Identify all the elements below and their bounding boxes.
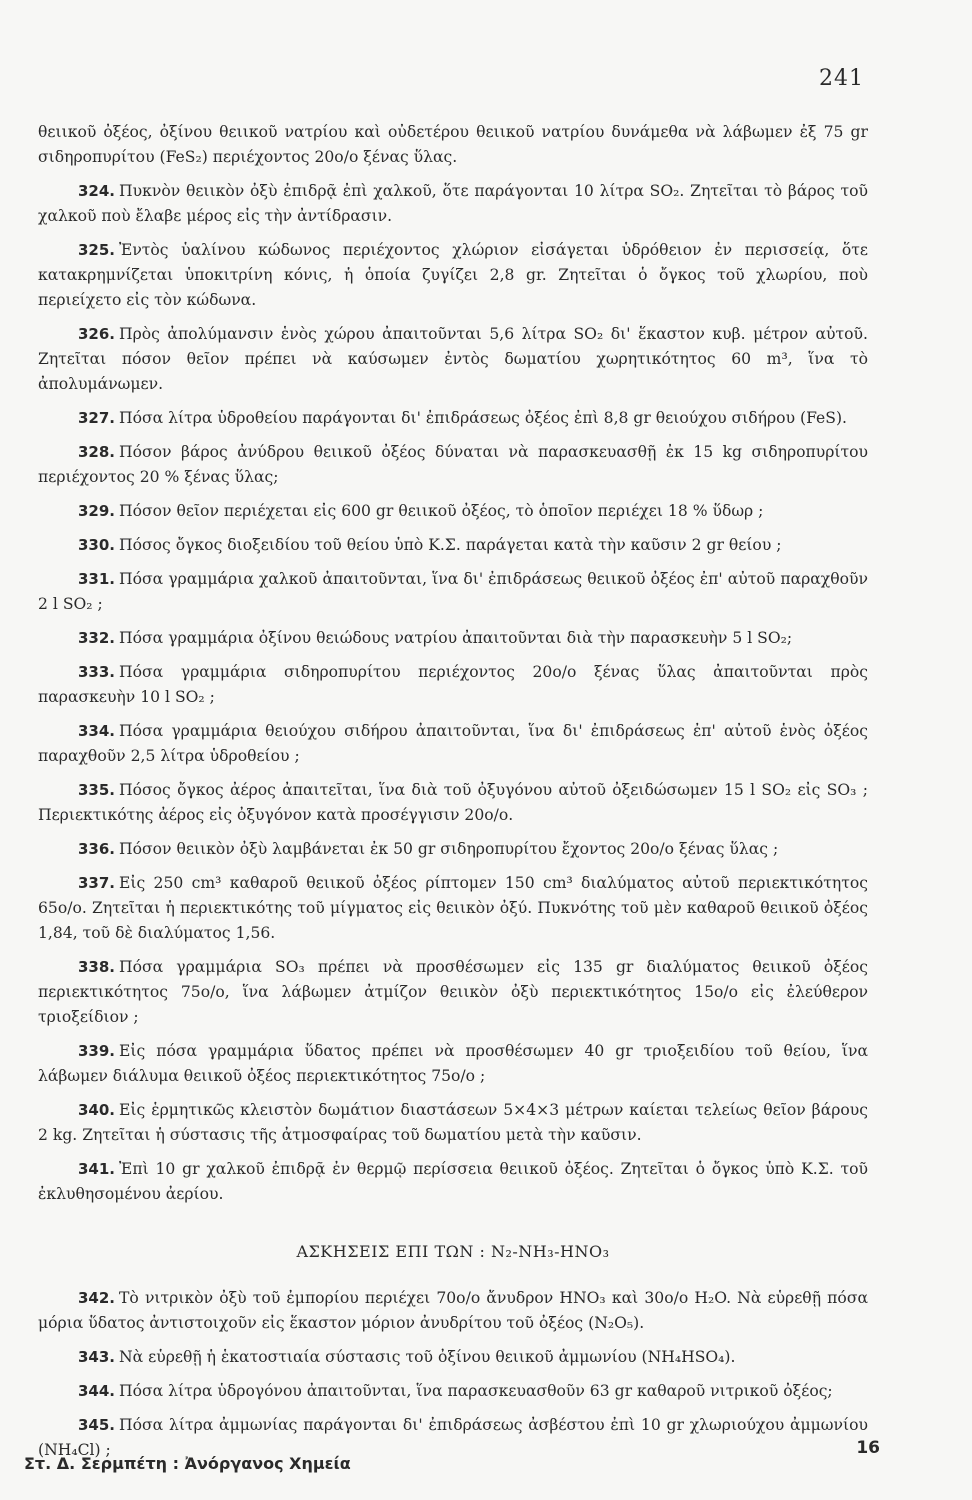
exercise-number: 338. [78, 958, 116, 976]
exercise-number: 334. [78, 722, 116, 740]
exercise-item [38, 955, 868, 1030]
exercise-text: Πόσα γραμμάρια χαλκοῦ ἀπαιτοῦνται, ἵνα δι' ἐπιδράσεως θειικοῦ ὀξέος ἐπ' αὐτοῦ παραχθοῦν 2 l SO₂ ; [38, 570, 868, 613]
exercise-item [38, 322, 868, 397]
exercise-item [38, 533, 868, 558]
exercise-text: Νὰ εὑρεθῇ ἡ ἑκατοστιαία σύστασις τοῦ ὀξίνου θειικοῦ ἀμμωνίου (NH₄HSO₄). [119, 1348, 736, 1366]
exercise-text: Πυκνὸν θειικὸν ὀξὺ ἐπιδρᾷ ἐπὶ χαλκοῦ, ὅτε παράγονται 10 λίτρα SO₂. Ζητεῖται τὸ βάρος τοῦ χαλκοῦ ποὺ ἔλαβε μέρος εἰς τὴν ἀντίδρασιν. [38, 182, 868, 225]
exercise-item [38, 499, 868, 524]
exercise-item [38, 626, 868, 651]
exercise-item [38, 719, 868, 769]
sheet-number: 16 [856, 1438, 880, 1458]
exercise-text: Ἐπὶ 10 gr χαλκοῦ ἐπιδρᾷ ἐν θερμῷ περίσσεια θειικοῦ ὀξέος. Ζητεῖται ὁ ὄγκος ὑπὸ Κ.Σ. τοῦ ἐκλυθησομένου ἀερίου. [38, 1160, 868, 1203]
exercise-item [38, 238, 868, 313]
exercise-number: 332. [78, 629, 116, 647]
exercise-item [38, 1098, 868, 1148]
exercise-item [38, 1345, 868, 1370]
exercise-text: Πόσος ὄγκος ἀέρος ἀπαιτεῖται, ἵνα διὰ τοῦ ὀξυγόνου αὐτοῦ ὀξειδώσωμεν 15 l SO₂ εἰς SO₃ ; Περιεκτικότης ἀέρος εἰς ὀξυγόνον κατὰ προσέγγισιν 20ο/ο. [38, 781, 868, 824]
exercise-item [38, 837, 868, 862]
exercise-text: Πόσα γραμμάρια σιδηροπυρίτου περιέχοντος 20ο/ο ξένας ὕλας ἀπαιτοῦνται πρὸς παρασκευὴν 10 l SO₂ ; [38, 663, 868, 706]
exercise-text: Πόσα λίτρα ὑδροθείου παράγονται δι' ἐπιδράσεως ὀξέος ἐπὶ 8,8 gr θειούχου σιδήρου (FeS). [119, 409, 848, 427]
exercise-item [38, 1379, 868, 1404]
exercise-number: 327. [78, 409, 116, 427]
section-title: ΑΣΚΗΣΕΙΣ ΕΠΙ ΤΩΝ : N₂-NH₃-HNO₃ [296, 1242, 610, 1261]
exercise-text: Πόσον θειικὸν ὀξὺ λαμβάνεται ἐκ 50 gr σιδηροπυρίτου ἔχοντος 20ο/ο ξένας ὕλας ; [119, 840, 779, 858]
exercise-text: Πόσα γραμμάρια θειούχου σιδήρου ἀπαιτοῦνται, ἵνα δι' ἐπιδράσεως ἐπ' αὐτοῦ ἑνὸς ὀξέος παραχθοῦν 2,5 λίτρα ὑδροθείου ; [38, 722, 868, 765]
exercise-item [38, 871, 868, 946]
continued-text [38, 120, 868, 170]
exercise-item [38, 1157, 868, 1207]
exercise-number: 343. [78, 1348, 116, 1366]
exercise-item [38, 179, 868, 229]
exercise-number: 328. [78, 443, 116, 461]
exercise-item [38, 778, 868, 828]
exercise-number: 324. [78, 182, 116, 200]
exercise-number: 337. [78, 874, 116, 892]
exercise-text: Πόσον βάρος ἀνύδρου θειικοῦ ὀξέος δύναται νὰ παρασκευασθῇ ἐκ 15 kg σιδηροπυρίτου περιέχοντος 20 % ξένας ὕλας; [38, 443, 868, 486]
exercise-text: Πόσα γραμμάρια SO₃ πρέπει νὰ προσθέσωμεν εἰς 135 gr διαλύματος θειικοῦ ὀξέος περιεκτικότητος 75ο/ο, ἵνα λάβωμεν ἀτμίζον θειικὸν ὀξὺ περιεκτικότητος 15ο/ο εἰς ἐλεύθερον τριοξείδιον ; [38, 958, 868, 1026]
exercise-number: 335. [78, 781, 116, 799]
exercise-item [38, 406, 868, 431]
exercise-text: Πόσα λίτρα ἀμμωνίας παράγονται δι' ἐπιδράσεως ἀσβέστου ἐπὶ 10 gr χλωριούχου ἀμμωνίου (NH₄Cl) ; [38, 1416, 868, 1459]
exercise-number: 336. [78, 840, 116, 858]
exercise-text: Πόσα λίτρα ὑδρογόνου ἀπαιτοῦνται, ἵνα παρασκευασθοῦν 63 gr καθαροῦ νιτρικοῦ ὀξέος; [119, 1382, 833, 1400]
exercise-number: 345. [78, 1416, 116, 1434]
exercise-text: θειικοῦ ὀξέος, ὀξίνου θειικοῦ νατρίου καὶ οὐδετέρου θειικοῦ νατρίου δυνάμεθα νὰ λάβωμεν ἐξ 75 gr σιδηροπυρίτου (FeS₂) περιέχοντος 20ο/ο ξένας ὕλας. [38, 123, 868, 166]
exercise-number: 329. [78, 502, 116, 520]
exercise-number: 331. [78, 570, 116, 588]
exercise-number: 341. [78, 1160, 116, 1178]
exercise-text: Ἐντὸς ὑαλίνου κώδωνος περιέχοντος χλώριον εἰσάγεται ὑδρόθειον ἐν περισσείᾳ, ὅτε κατακρημνίζεται ὑποκιτρίνη κόνις, ἡ ὁποία ζυγίζει 2,8 gr. Ζητεῖται ὁ ὄγκος τοῦ χλωρίου, ποὺ περιείχετο εἰς τὸν κώδωνα. [38, 241, 868, 309]
exercise-text: Πόσον θεῖον περιέχεται εἰς 600 gr θειικοῦ ὀξέος, τὸ ὁποῖον περιέχει 18 % ὕδωρ ; [119, 502, 764, 520]
exercise-number: 326. [78, 325, 116, 343]
exercise-text: Εἰς πόσα γραμμάρια ὕδατος πρέπει νὰ προσθέσωμεν 40 gr τριοξειδίου τοῦ θείου, ἵνα λάβωμεν διάλυμα θειικοῦ ὀξέος περιεκτικότητος 75ο/ο ; [38, 1042, 868, 1085]
page-number: 241 [819, 66, 864, 91]
exercise-list [38, 120, 868, 1207]
exercise-text: Εἰς 250 cm³ καθαροῦ θειικοῦ ὀξέος ρίπτομεν 150 cm³ διαλύματος αὐτοῦ περιεκτικότητος 65ο/ο. Ζητεῖται ἡ περιεκτικότης τοῦ μίγματος εἰς θειικὸν ὀξύ. Πυκνότης τοῦ μὲν καθαροῦ θειικοῦ ὀξέος 1,84, τοῦ δὲ διαλύματος 1,56. [38, 874, 868, 942]
section-exercise-list [38, 1286, 868, 1463]
exercise-item [38, 660, 868, 710]
exercise-number: 342. [78, 1289, 116, 1307]
exercise-number: 333. [78, 663, 116, 681]
exercise-number: 340. [78, 1101, 116, 1119]
exercise-item [38, 1286, 868, 1336]
exercise-number: 344. [78, 1382, 116, 1400]
exercise-item [38, 1039, 868, 1089]
exercise-number: 330. [78, 536, 116, 554]
exercise-item [38, 440, 868, 490]
exercise-text: Εἰς ἑρμητικῶς κλειστὸν δωμάτιον διαστάσεων 5×4×3 μέτρων καίεται τελείως θεῖον βάρους 2 kg. Ζητεῖται ἡ σύστασις τῆς ἀτμοσφαίρας τοῦ δωματίου μετὰ τὴν καῦσιν. [38, 1101, 868, 1144]
page-content [38, 120, 868, 1472]
book-signature: Στ. Δ. Σερμπέτη : Ἀνόργανος Χημεία [24, 1454, 351, 1473]
exercise-text: Πρὸς ἀπολύμανσιν ἑνὸς χώρου ἀπαιτοῦνται 5,6 λίτρα SO₂ δι' ἕκαστον κυβ. μέτρον αὐτοῦ. Ζητεῖται πόσον θεῖον πρέπει νὰ καύσωμεν ἐντὸς δωματίου χωρητικότητος 60 m³, ἵνα τὸ ἀπολυμάνωμεν. [38, 325, 868, 393]
exercise-text: Πόσος ὄγκος διοξειδίου τοῦ θείου ὑπὸ Κ.Σ. παράγεται κατὰ τὴν καῦσιν 2 gr θείου ; [119, 536, 782, 554]
exercise-number: 339. [78, 1042, 116, 1060]
exercise-text: Τὸ νιτρικὸν ὀξὺ τοῦ ἐμπορίου περιέχει 70ο/ο ἄνυδρον HNO₃ καὶ 30ο/ο H₂O. Νὰ εὑρεθῇ πόσα μόρια ὕδατος ἀντιστοιχοῦν εἰς ἕκαστον μόριον ἀνυδρίτου τοῦ ὀξέος (N₂O₅). [38, 1289, 868, 1332]
exercise-text: Πόσα γραμμάρια ὀξίνου θειώδους νατρίου ἀπαιτοῦνται διὰ τὴν παρασκευὴν 5 l SO₂; [119, 629, 793, 647]
exercise-number: 325. [78, 241, 116, 259]
exercise-item [38, 567, 868, 617]
